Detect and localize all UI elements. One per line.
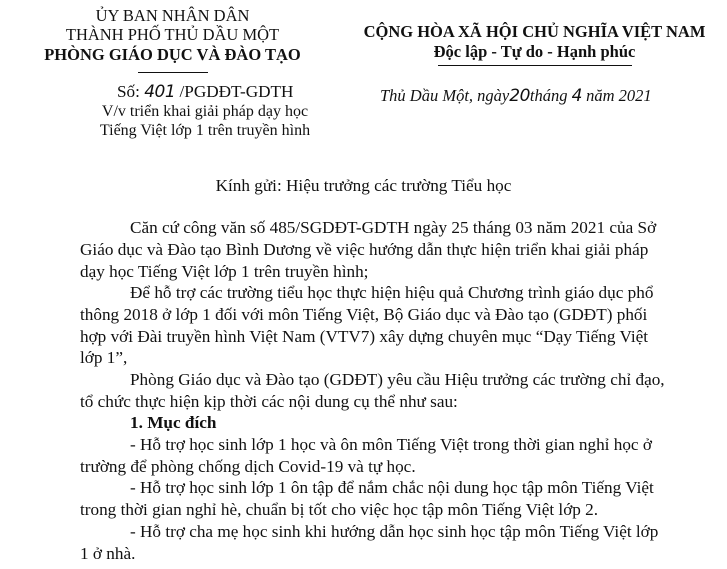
section-heading: 1. Mục đích [130, 413, 217, 432]
doc-number-handwritten: 401 [144, 82, 176, 102]
body-line: Giáo dục và Đào tạo Bình Dương về việc hướng dẫn thực hiện triển khai giải pháp [80, 240, 649, 259]
body-line: lớp 1”, [80, 348, 128, 367]
date-year: năm 2021 [586, 86, 652, 105]
subject-line-2: Tiếng Việt lớp 1 trên truyền hình [99, 122, 311, 139]
body-line: trường để phòng chống dịch Covid-19 và tự học. [80, 457, 416, 476]
body-line: hợp với Đài truyền hình Việt Nam (VTV7) xây dựng chuyên mục “Dạy Tiếng Việt [80, 327, 649, 346]
body-line: trong thời gian nghỉ hè, chuẩn bị tốt cho việc học tập môn Tiếng Việt lớp 2. [80, 500, 599, 519]
motto-underline [438, 65, 632, 66]
agency-line-1: ỦY BAN NHÂN DÂN [95, 6, 250, 25]
nation-title: CỘNG HÒA XÃ HỘI CHỦ NGHĨA VIỆT NAM [363, 22, 706, 41]
doc-number-label: Số: [117, 82, 140, 101]
subject-line-1: V/v triển khai giải pháp dạy học [101, 103, 309, 120]
agency-underline [138, 72, 208, 73]
recipient: Kính gửi: Hiệu trưởng các trường Tiểu học [215, 176, 512, 195]
body-line: dạy học Tiếng Việt lớp 1 trên truyền hình; [80, 262, 369, 281]
date-month-label: tháng [529, 86, 568, 105]
body-line: Để hỗ trợ các trường tiểu học thực hiện hiệu quả Chương trình giáo dục phổ [130, 283, 654, 302]
date-day: 20 [509, 86, 530, 106]
body-line: thông 2018 ở lớp 1 đối với môn Tiếng Việt, Bộ Giáo dục và Đào tạo (GDĐT) phối [80, 305, 648, 324]
date-month: 4 [571, 86, 582, 106]
body-line: tổ chức thực hiện kịp thời các nội dung cụ thể như sau: [80, 392, 458, 411]
doc-number-suffix: /PGDĐT-GDTH [179, 82, 294, 101]
body-line: - Hỗ trợ học sinh lớp 1 ôn tập để nắm chắc nội dung học tập môn Tiếng Việt [130, 478, 654, 497]
body-line: 1 ở nhà. [80, 544, 136, 563]
date-line [380, 86, 652, 106]
body-line: Phòng Giáo dục và Đào tạo (GDĐT) yêu cầu Hiệu trưởng các trường chỉ đạo, [130, 370, 665, 389]
nation-motto: Độc lập - Tự do - Hạnh phúc [433, 42, 636, 61]
date-place: Thủ Dầu Một, ngày [380, 86, 510, 105]
body-line: Căn cứ công văn số 485/SGDĐT-GDTH ngày 25 tháng 03 năm 2021 của Sở [130, 218, 657, 237]
agency-line-3: PHÒNG GIÁO DỤC VÀ ĐÀO TẠO [44, 45, 301, 64]
body-line: - Hỗ trợ học sinh lớp 1 học và ôn môn Tiếng Việt trong thời gian nghỉ học ở [130, 435, 652, 454]
body-line: - Hỗ trợ cha mẹ học sinh khi hướng dẫn học sinh học tập môn Tiếng Việt lớp [130, 522, 659, 541]
agency-line-2: THÀNH PHỐ THỦ DẦU MỘT [65, 25, 280, 44]
doc-number [117, 82, 293, 102]
